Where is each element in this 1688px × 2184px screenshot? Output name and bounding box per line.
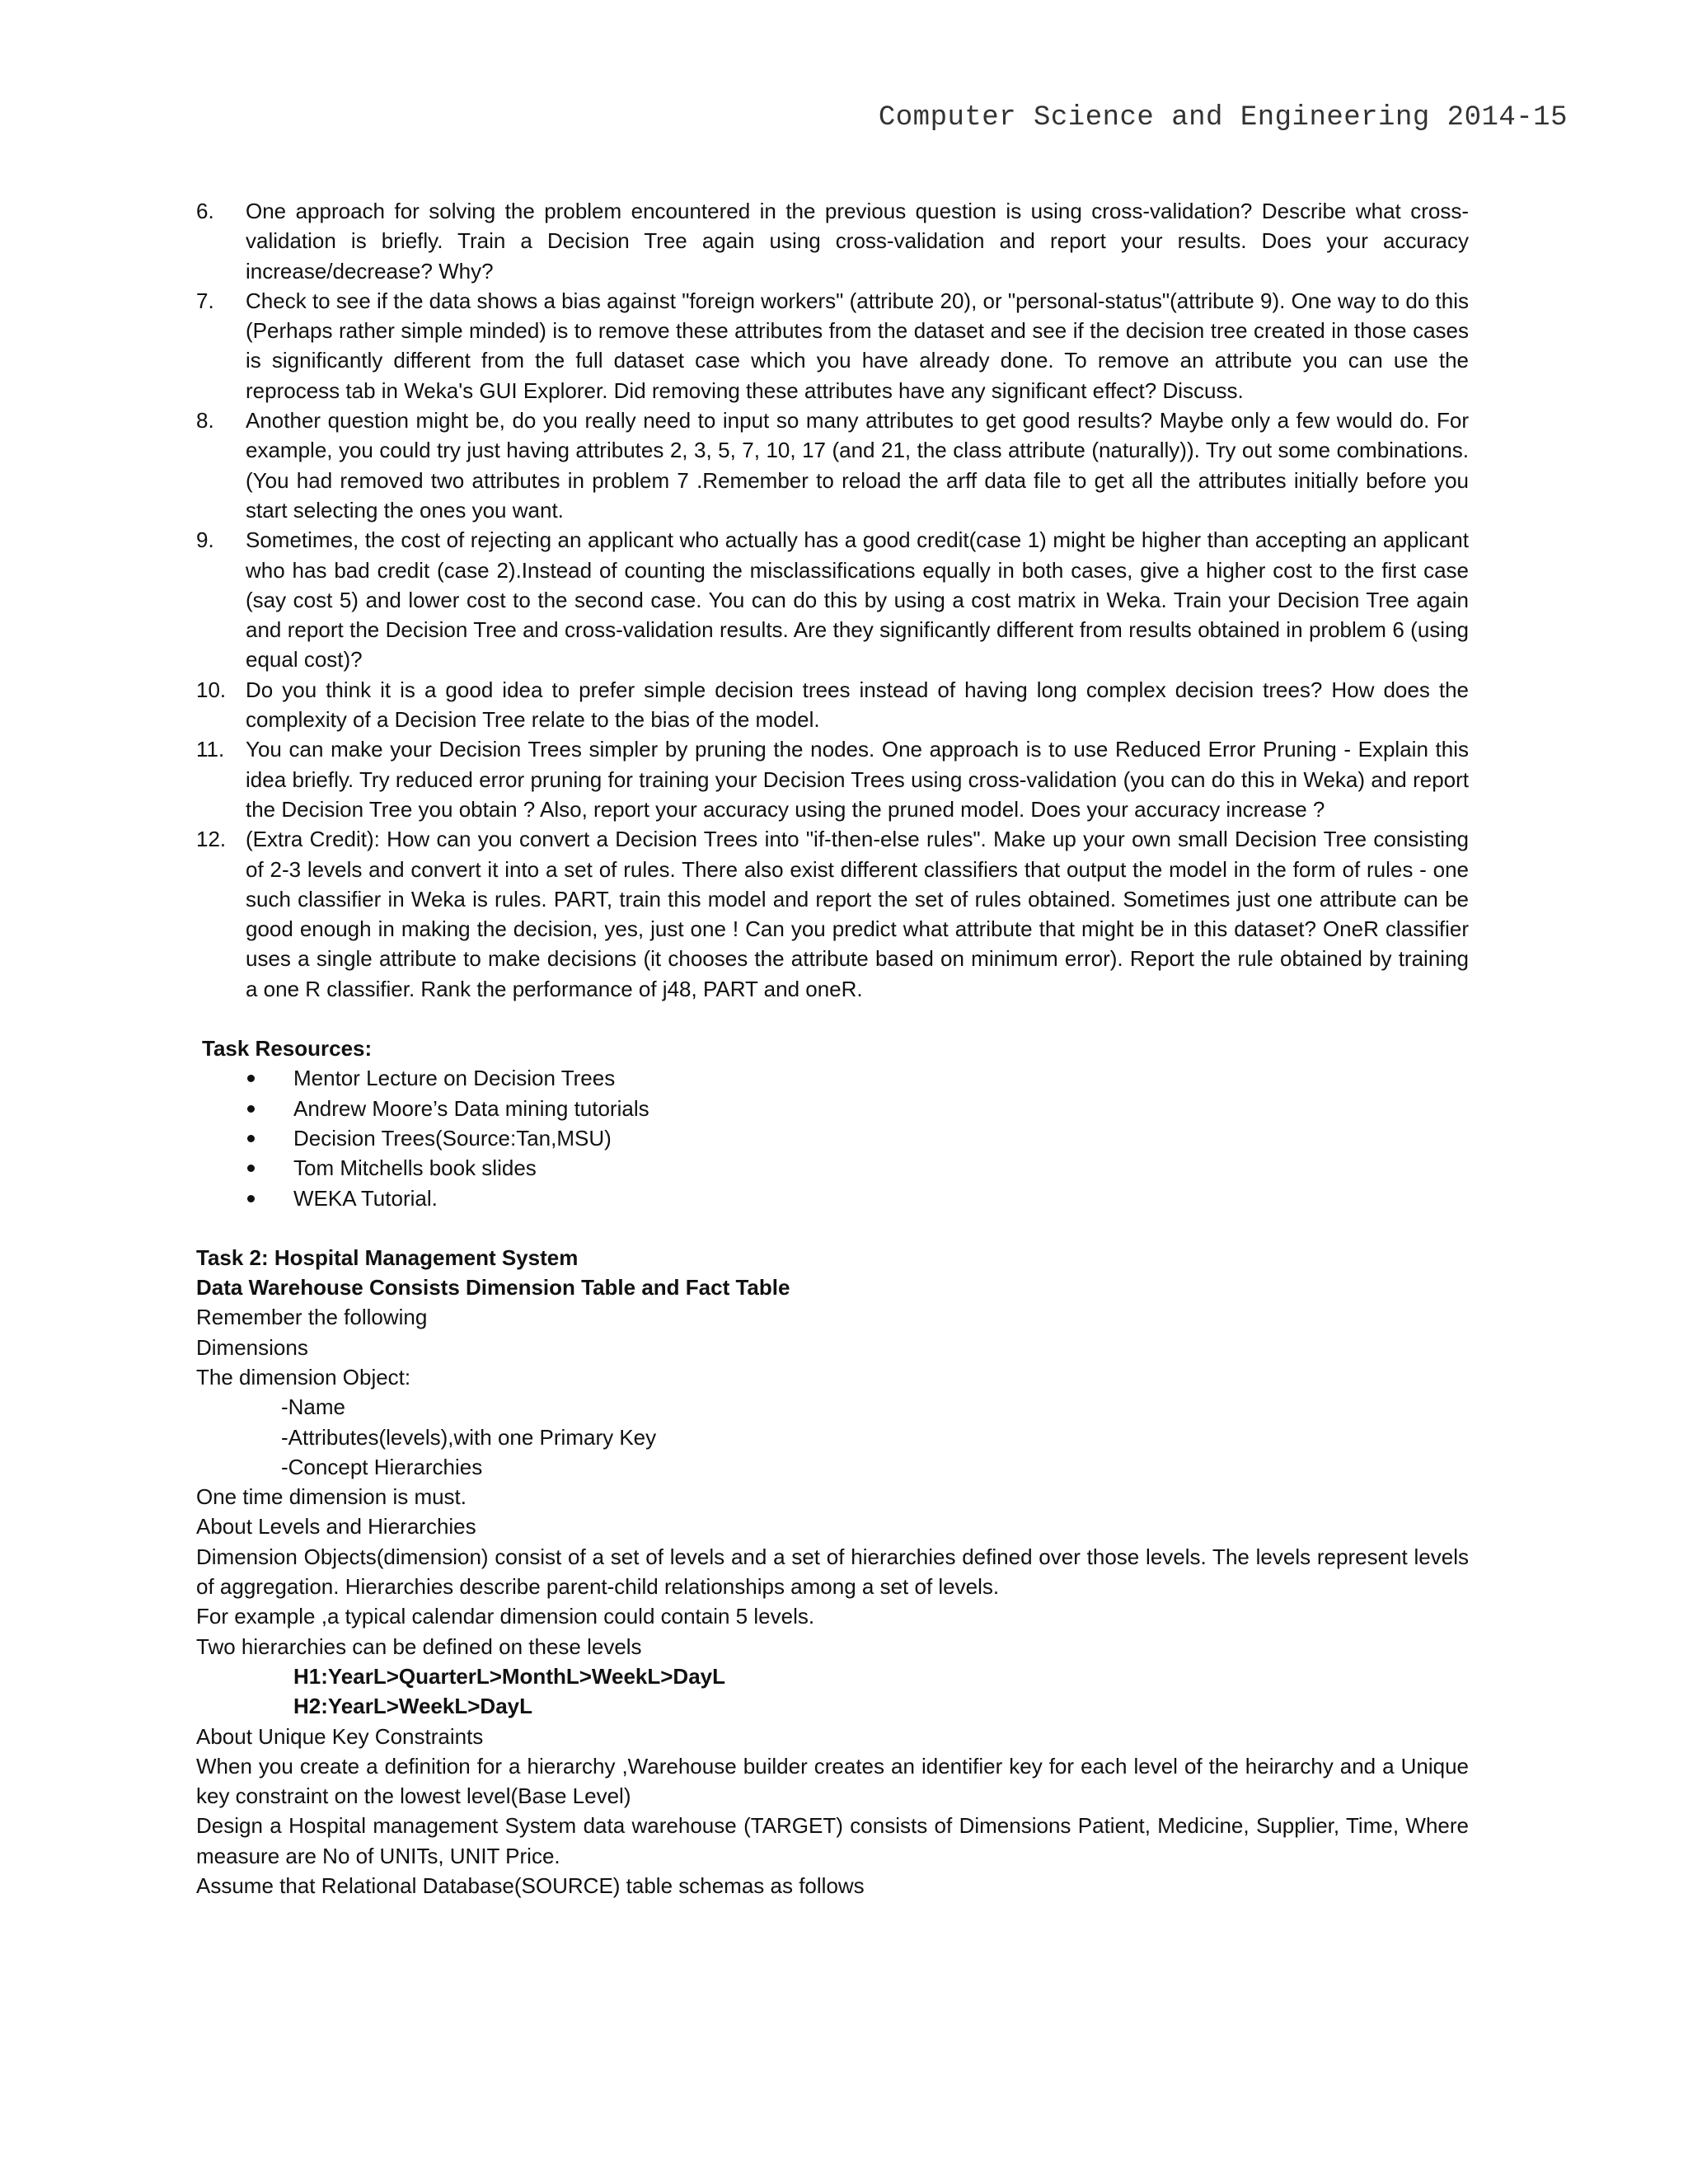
- levels-heading: About Levels and Hierarchies: [196, 1514, 476, 1540]
- dimension-object-item: -Name: [281, 1394, 346, 1420]
- question-number: 6.: [196, 199, 214, 223]
- dimensions-line: Dimensions: [196, 1334, 308, 1360]
- resource-item: Tom Mitchells book slides: [196, 1153, 1469, 1183]
- hierarchy-h1: H1:YearL>QuarterL>MonthL>WeekL>DayL: [293, 1663, 726, 1689]
- resources-heading: Task Resources:: [202, 1036, 373, 1062]
- design-description: Design a Hospital management System data warehouse (TARGET) consists of Dimensions Patient, Medicine, Supplier, Time, Where measure are No of UNITs, UNIT Price.: [196, 1813, 1469, 1868]
- question-text: (Extra Credit): How can you convert a Decision Trees into "if-then-else rules". Make up your own small Decision Tree consisting of 2-3 levels and convert it into a set of rules. There also exist different classifiers that output the model in the form of rules - one such classifier in Weka is rules. PART, train this model and report the set of rules obtained. Sometimes just one attribute can be good enough in making the decision, yes, just one ! Can you predict what attribute that might be in this dataset? OneR classifier uses a single attribute to make decisions (it chooses the attribute based on minimum error). Report the rule obtained by training a one R classifier. Rank the performance of j48, PART and oneR.: [246, 827, 1469, 1001]
- question-number: 7.: [196, 288, 214, 313]
- resource-item: WEKA Tutorial.: [196, 1183, 1469, 1213]
- question-item: [196, 824, 1469, 1004]
- dimension-object-line: The dimension Object:: [196, 1364, 411, 1390]
- dimension-object-item: -Attributes(levels),with one Primary Key: [281, 1424, 657, 1450]
- question-number: 12.: [196, 827, 227, 852]
- resource-item: Decision Trees(Source:Tan,MSU): [196, 1123, 1469, 1153]
- question-text: Do you think it is a good idea to prefer simple decision trees instead of having long complex decision trees? How does the complexity of a Decision Tree relate to the bias of the model.: [246, 677, 1469, 733]
- unique-key-description: When you create a definition for a hierarchy ,Warehouse builder creates an identifier key for each level of the heirarchy and a Unique key constraint on the lowest level(Base Level): [196, 1753, 1469, 1809]
- question-item: [196, 734, 1469, 824]
- question-text: Sometimes, the cost of rejecting an applicant who actually has a good credit(case 1) might be higher than accepting an applicant who has bad credit (case 2).Instead of counting the misclassifications equally in both cases, give a higher cost to the first case (say cost 5) and lower cost to the second case. You can do this by using a cost matrix in Weka. Train your Decision Tree again and report the Decision Tree and cross-validation results. Are they significantly different from results obtained in problem 6 (using equal cost)?: [246, 527, 1469, 673]
- hierarchies-line: Two hierarchies can be defined on these levels: [196, 1633, 642, 1659]
- question-text: You can make your Decision Trees simpler by pruning the nodes. One approach is to use Reduced Error Pruning - Explain this idea briefly. Try reduced error pruning for training your Decision Trees using cross-validation (you can do this in Weka) and report the Decision Tree you obtain ? Also, report your accuracy using the pruned model. Does your accuracy increase ?: [246, 737, 1469, 822]
- question-number: 8.: [196, 408, 214, 434]
- question-item: [196, 405, 1469, 525]
- question-item: [196, 675, 1469, 735]
- question-number: 9.: [196, 527, 214, 553]
- question-number: 11.: [196, 737, 225, 762]
- question-text: Check to see if the data shows a bias against "foreign workers" (attribute 20), or "personal-status"(attribute 9). One way to do this (Perhaps rather simple minded) is to remove these attributes from the dataset and see if the decision tree created in those cases is significantly different from the full dataset case which you have already done. To remove an attribute you can use the reprocess tab in Weka's GUI Explorer. Did removing these attributes have any significant effect? Discuss.: [246, 288, 1469, 403]
- task2-subheading: Data Warehouse Consists Dimension Table and Fact Table: [196, 1275, 790, 1301]
- hierarchy-h2: H2:YearL>WeekL>DayL: [293, 1694, 532, 1719]
- time-dimension-line: One time dimension is must.: [196, 1484, 467, 1510]
- question-list: [196, 196, 1469, 1004]
- question-text: One approach for solving the problem encountered in the previous question is using cross-validation? Describe what cross-validation is briefly. Train a Decision Tree again using cross-validation and report your results. Does your accuracy increase/decrease? Why?: [246, 199, 1469, 284]
- unique-key-heading: About Unique Key Constraints: [196, 1723, 484, 1749]
- example-line: For example ,a typical calendar dimension could contain 5 levels.: [196, 1604, 815, 1629]
- question-item: [196, 196, 1469, 286]
- question-text: Another question might be, do you really need to input so many attributes to get good results? Maybe only a few would do. For example, you could try just having attributes 2, 3, 5, 7, 10, 17 (and 21, the class attribute (naturally)). Try out some combinations. (You had removed two attributes in problem 7 .Remember to reload the arff data file to get all the attributes initially before you start selecting the ones you want.: [246, 408, 1469, 523]
- dimension-object-item: -Concept Hierarchies: [281, 1454, 483, 1479]
- assume-line: Assume that Relational Database(SOURCE) table schemas as follows: [196, 1873, 865, 1899]
- page-header: Computer Science and Engineering 2014-15: [878, 102, 1568, 134]
- resources-list: [196, 1063, 1469, 1212]
- resource-item: Mentor Lecture on Decision Trees: [196, 1063, 1469, 1093]
- resource-item: Andrew Moore’s Data mining tutorials: [196, 1094, 1469, 1123]
- task2-heading: Task 2: Hospital Management System: [196, 1244, 579, 1270]
- remember-line: Remember the following: [196, 1305, 428, 1330]
- question-item: [196, 286, 1469, 405]
- question-item: [196, 525, 1469, 674]
- question-number: 10.: [196, 677, 227, 702]
- document-body: [196, 196, 1469, 1900]
- levels-description: Dimension Objects(dimension) consist of a set of levels and a set of hierarchies defined over those levels. The levels represent levels of aggregation. Hierarchies describe parent-child relationships among a set of levels.: [196, 1544, 1469, 1600]
